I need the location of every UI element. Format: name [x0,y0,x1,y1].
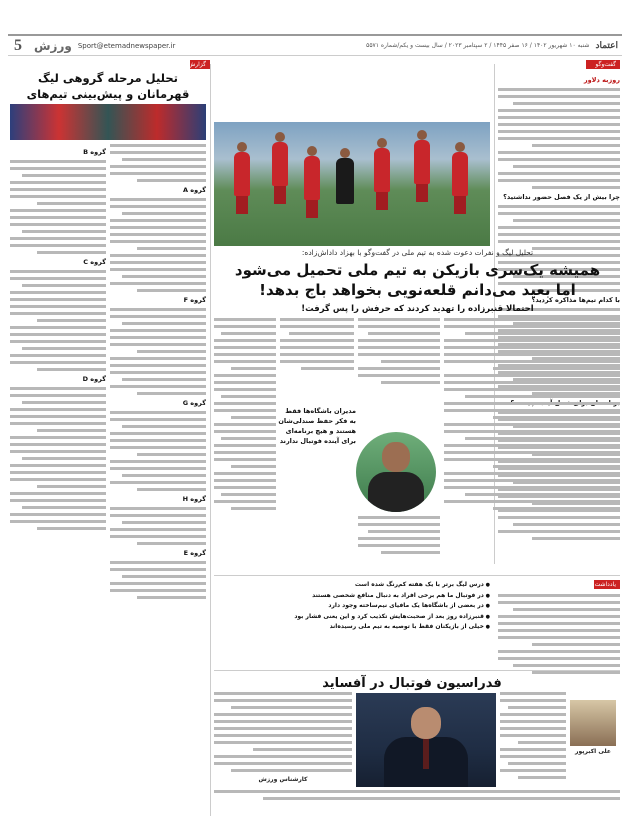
header-left [8,37,175,55]
article-text [110,198,206,292]
interview-question: چرا بیش از یک فصل حضور نداشتید؟ [503,193,620,201]
page-header [8,34,622,56]
headline-line-1: همیشه یک‌سری بازیکن به تیم ملی تحمیل می‌شود [234,261,601,279]
bottom-story-right [500,692,566,804]
headline-subtitle: احتمالا قنبرزاده را تهدید کردند که حرفش را پس گرفت! [301,304,534,314]
article-text [110,507,206,545]
players-strip-photo [10,104,206,140]
columnist-name: علی اکبرپور [575,748,611,755]
bottom-headline: فدراسیون فوتبال در آفساید [322,676,502,691]
article-text [10,387,106,530]
story-column-1 [214,318,276,573]
group-subhead: گروه G [182,399,206,407]
column-divider [210,64,211,816]
story-column-2 [280,318,354,402]
article-text [214,318,276,510]
group-subhead: گروه F [183,296,206,304]
highlight-item: ● قنبرزاده روز بعد از صحبت‌هایش تکذیب کرد و این یعنی فشار بود [214,612,490,623]
story-highlights [214,580,490,633]
section-divider [214,575,620,576]
article-text [358,516,440,554]
article-text [110,308,206,395]
article-text [498,88,620,189]
main-headline [214,248,621,314]
page-number: 5 [14,36,22,54]
article-text [500,692,566,779]
interviewee-photo [356,432,436,512]
pull-quote: مدیران باشگاه‌ها فقط به فکر حفظ صندلی‌شان هستند و هیچ برنامه‌ای برای آینده فوتبال ندارند [278,407,356,445]
group-subhead: گروه E [183,549,206,557]
left-subcolumn-a [10,144,106,804]
group-subhead: گروه D [82,375,106,383]
interview-question: با کدام تیم‌ها مذاکره کردید؟ [531,296,620,304]
article-text [498,594,620,674]
left-title: تحلیل مرحله گروهی لیگ قهرمانان و پیش‌بینی تیم‌های [26,71,190,101]
columnist-photo [570,700,616,746]
headline-line-2: اما بعید می‌دانم قلعه‌نویی بخواهد باج بدهد! [259,281,576,299]
newspaper-logo: اعتماد [595,40,618,51]
bottom-story-left [214,692,352,774]
section-email: Sport@etemadnewspaper.ir [77,41,176,50]
right-byline: روزبه دلاور [583,76,620,84]
label-report: گزارش [190,60,210,69]
bottom-story-footer [214,790,620,810]
bottom-writer: کارشناس ورزش [258,776,308,783]
federation-official-photo [356,693,496,787]
section-title: ورزش [34,38,72,53]
dateline: شنبه ۱۰ شهریور ۱۴۰۲ / ۱۶ صفر ۱۴۴۵ / ۲ سپتامبر ۲۰۲۳ / سال بیست و یکم/شماره ۵۵۷۱ [366,42,590,49]
group-subhead: گروه H [182,495,206,503]
story-column-3b [358,516,440,572]
group-subhead: گروه A [183,186,206,194]
article-text [110,411,206,491]
article-text [10,270,106,371]
team-training-photo [214,122,490,246]
article-text [110,144,206,182]
article-text [444,318,620,510]
left-subcolumn-b [110,144,206,804]
article-text [358,318,440,384]
story-column-4 [444,318,620,573]
label-note: یادداشت [594,580,620,589]
article-text [280,318,354,370]
highlight-item: ● خیلی از بازیکنان فقط با توصیه به تیم ملی رسیده‌اند [214,622,490,633]
highlight-item: ● در بعضی از باشگاه‌ها یک مافیای نیم‌ساخته وجود دارد [214,601,490,612]
story-column-3 [358,318,440,428]
article-text [214,790,620,800]
article-text [214,692,352,774]
label-interview: گفت‌وگو [586,60,620,69]
article-text [10,160,106,254]
highlight-item: ● درس لیگ برتر با یک هفته کم‌رنگ شده است [214,580,490,591]
group-subhead: گروه B [83,148,106,156]
highlight-item: ● در فوتبال ما هم برخی افراد به دنبال منافع شخصی هستند [214,591,490,602]
article-text [110,561,206,599]
group-subhead: گروه C [83,258,106,266]
headline-kicker: تحلیل لیگ و نفرات دعوت شده به تیم ملی در گفت‌وگو با بهزاد داداش‌زاده: [301,248,534,257]
